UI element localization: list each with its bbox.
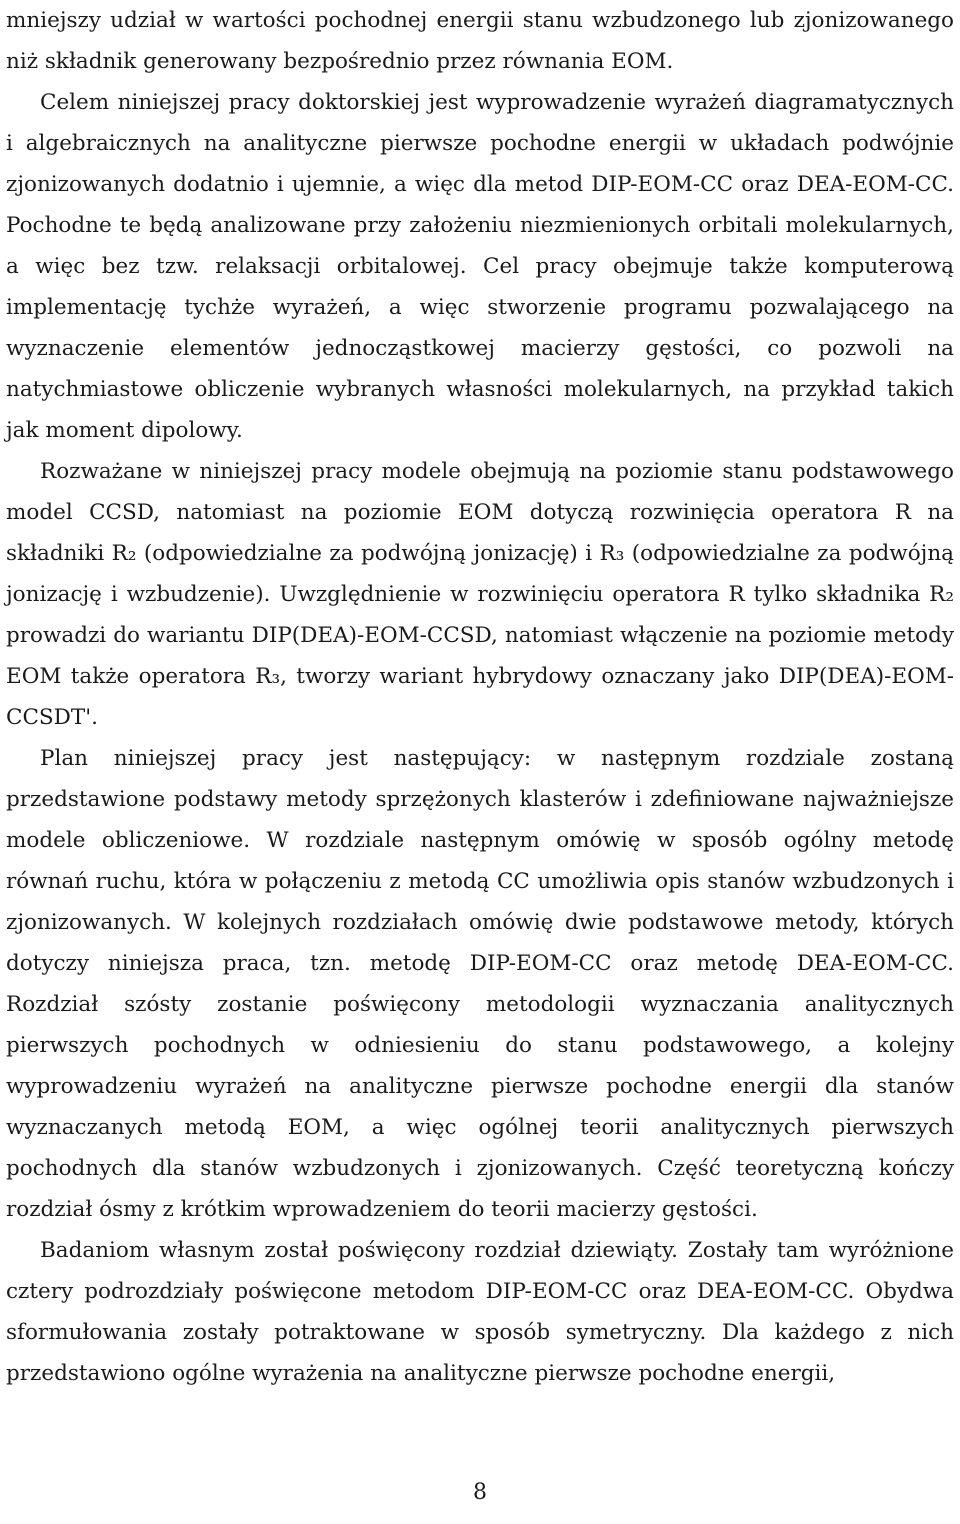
paragraph-models: Rozważane w niniejszej pracy modele obejmują na poziomie stanu podstawowego model CCSD, natomiast na poziomie EOM dotyczą rozwinięcia operatora R na składniki R₂ (odpowiedzialne za podwójną jonizację) i R₃ (odpowiedzialne za podwójną jonizację i wzbudzenie). Uwzględnienie w rozwinięciu operatora R tylko składnika R₂ prowadzi do wariantu DIP(DEA)-EOM-CCSD, natomiast włączenie na poziomie metody EOM także operatora R₃, tworzy wariant hybrydowy oznaczany jako DIP(DEA)-EOM-CCSDT'. xyxy=(6,459,954,730)
body-text xyxy=(6,0,954,1394)
paragraph-continuation: mniejszy udział w wartości pochodnej energii stanu wzbudzonego lub zjonizowanego niż składnik generowany bezpośrednio przez równania EOM. xyxy=(6,8,954,74)
paragraph-plan: Plan niniejszej pracy jest następujący: w następnym rozdziale zostaną przedstawione podstawy metody sprzężonych klasterów i zdefiniowane najważniejsze modele obliczeniowe. W rozdziale następnym omówię w sposób ogólny metodę równań ruchu, która w połączeniu z metodą CC umożliwia opis stanów wzbudzonych i zjonizowanych. W kolejnych rozdziałach omówię dwie podstawowe metody, których dotyczy niniejsza praca, tzn. metodę DIP-EOM-CC oraz metodę DEA-EOM-CC. Rozdział szósty zostanie poświęcony metodologii wyznaczania analitycznych pierwszych pochodnych w odniesieniu do stanu podstawowego, a kolejny wyprowadzeniu wyrażeń na analityczne pierwsze pochodne energii dla stanów wyznaczanych metodą EOM, a więc ogólnej teorii analitycznych pierwszych pochodnych dla stanów wzbudzonych i zjonizowanych. Część teoretyczną kończy rozdział ósmy z krótkim wprowadzeniem do teorii macierzy gęstości. xyxy=(6,746,954,1222)
paragraph-goals: Celem niniejszej pracy doktorskiej jest wyprowadzenie wyrażeń diagramatycznych i algebraicznych na analityczne pierwsze pochodne energii w układach podwójnie zjonizowanych dodatnio i ujemnie, a więc dla metod DIP-EOM-CC oraz DEA-EOM-CC. Pochodne te będą analizowane przy założeniu niezmienionych orbitali molekularnych, a więc bez tzw. relaksacji orbitalowej. Cel pracy obejmuje także komputerową implementację tychże wyrażeń, a więc stworzenie programu pozwalającego na wyznaczenie elementów jednocząstkowej macierzy gęstości, co pozwoli na natychmiastowe obliczenie wybranych własności molekularnych, na przykład takich jak moment dipolowy. xyxy=(6,90,954,443)
paragraph-research: Badaniom własnym został poświęcony rozdział dziewiąty. Zostały tam wyróżnione cztery podrozdziały poświęcone metodom DIP-EOM-CC oraz DEA-EOM-CC. Obydwa sformułowania zostały potraktowane w sposób symetryczny. Dla każdego z nich przedstawiono ogólne wyrażenia na analityczne pierwsze pochodne energii, xyxy=(6,1238,954,1386)
page-number: 8 xyxy=(473,1480,487,1505)
